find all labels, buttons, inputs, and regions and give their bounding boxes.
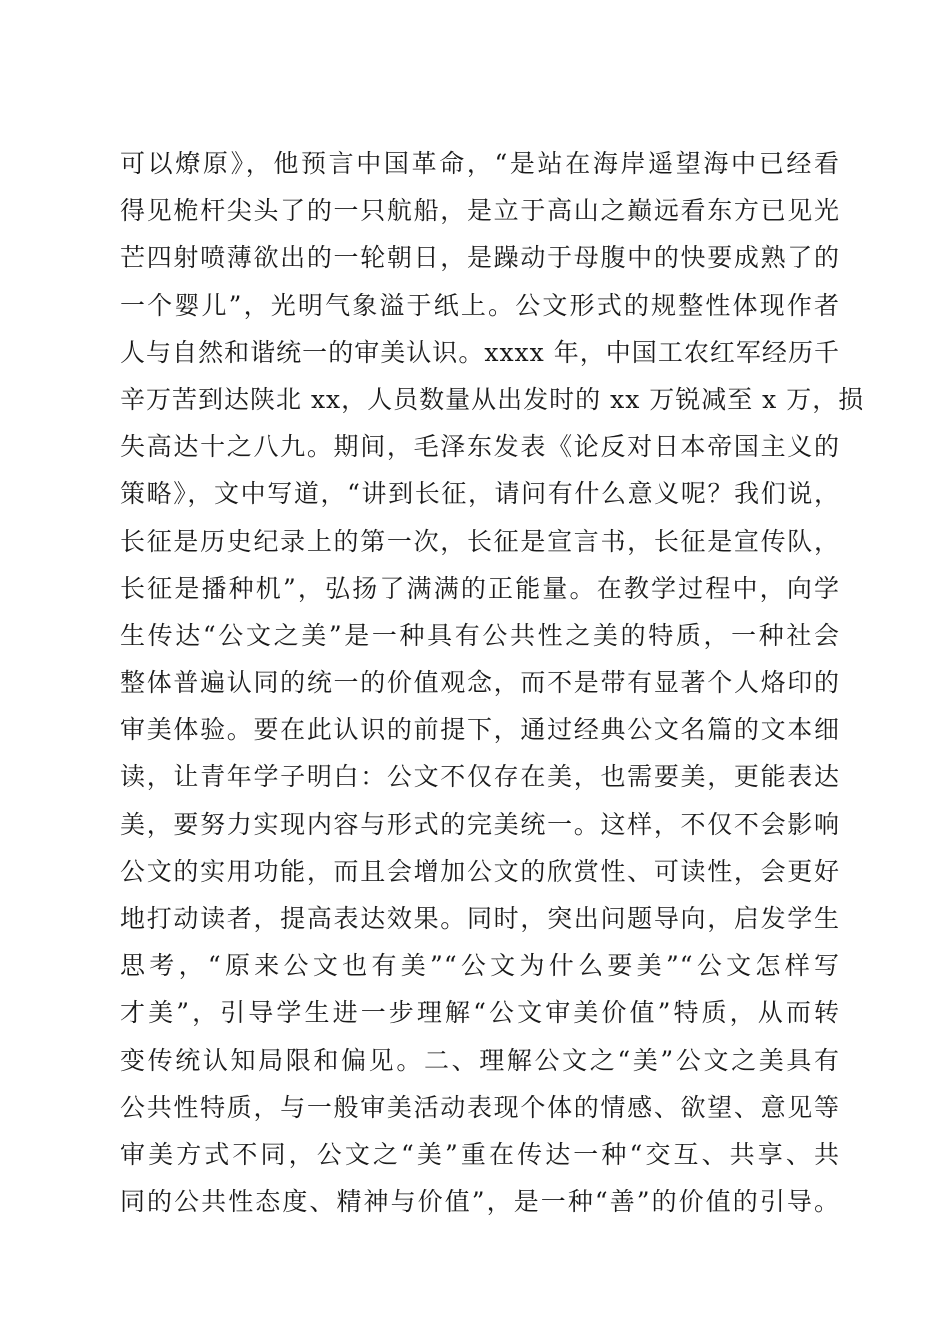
text-line: 变传统认知局限和偏见。二、理解公文之“美”公文之美具有	[120, 1045, 840, 1075]
text-line: 公文的实用功能，而且会增加公文的欣赏性、可读性，会更好	[120, 856, 840, 886]
text-line: 芒四射喷薄欲出的一轮朝日，是躁动于母腹中的快要成熟了的	[120, 243, 840, 273]
text-line: 辛万苦到达陕北 xx，人员数量从出发时的 xx 万锐减至 x 万，损	[120, 384, 865, 414]
text-line: 长征是历史纪录上的第一次，长征是宣言书，长征是宣传队，	[120, 526, 840, 556]
text-line: 人与自然和谐统一的审美认识。xxxx 年，中国工农红军经历千	[120, 337, 840, 367]
text-line: 整体普遍认同的统一的价值观念，而不是带有显著个人烙印的	[120, 668, 840, 698]
text-line: 公共性特质，与一般审美活动表现个体的情感、欲望、意见等	[120, 1092, 840, 1122]
text-line: 审美体验。要在此认识的前提下，通过经典公文名篇的文本细	[120, 715, 840, 745]
text-line: 一个婴儿”，光明气象溢于纸上。公文形式的规整性体现作者	[120, 290, 840, 320]
text-line: 失高达十之八九。期间，毛泽东发表《论反对日本帝国主义的	[120, 432, 840, 462]
text-line: 长征是播种机”，弘扬了满满的正能量。在教学过程中，向学	[120, 573, 840, 603]
text-line: 审美方式不同，公文之“美”重在传达一种“交互、共享、共	[120, 1139, 840, 1169]
text-line: 策略》，文中写道，“讲到长征，请问有什么意义呢？我们说，	[120, 479, 840, 509]
text-line: 美，要努力实现内容与形式的完美统一。这样，不仅不会影响	[120, 809, 840, 839]
text-line: 生传达“公文之美”是一种具有公共性之美的特质，一种社会	[120, 620, 840, 650]
text-line: 思考，“原来公文也有美”“公文为什么要美”“公文怎样写	[120, 951, 840, 981]
text-line: 可以燎原》，他预言中国革命，“是站在海岸遥望海中已经看	[120, 149, 840, 178]
text-line: 得见桅杆尖头了的一只航船，是立于高山之巅远看东方已见光	[120, 196, 840, 226]
text-line: 读，让青年学子明白：公文不仅存在美，也需要美，更能表达	[120, 762, 840, 792]
text-line: 地打动读者，提高表达效果。同时，突出问题导向，启发学生	[120, 904, 840, 933]
body-paragraph	[120, 140, 865, 1225]
text-line: 同的公共性态度、精神与价值”，是一种“善”的价值的引导。	[120, 1187, 840, 1217]
text-line: 才美”，引导学生进一步理解“公文审美价值”特质，从而转	[120, 998, 840, 1028]
